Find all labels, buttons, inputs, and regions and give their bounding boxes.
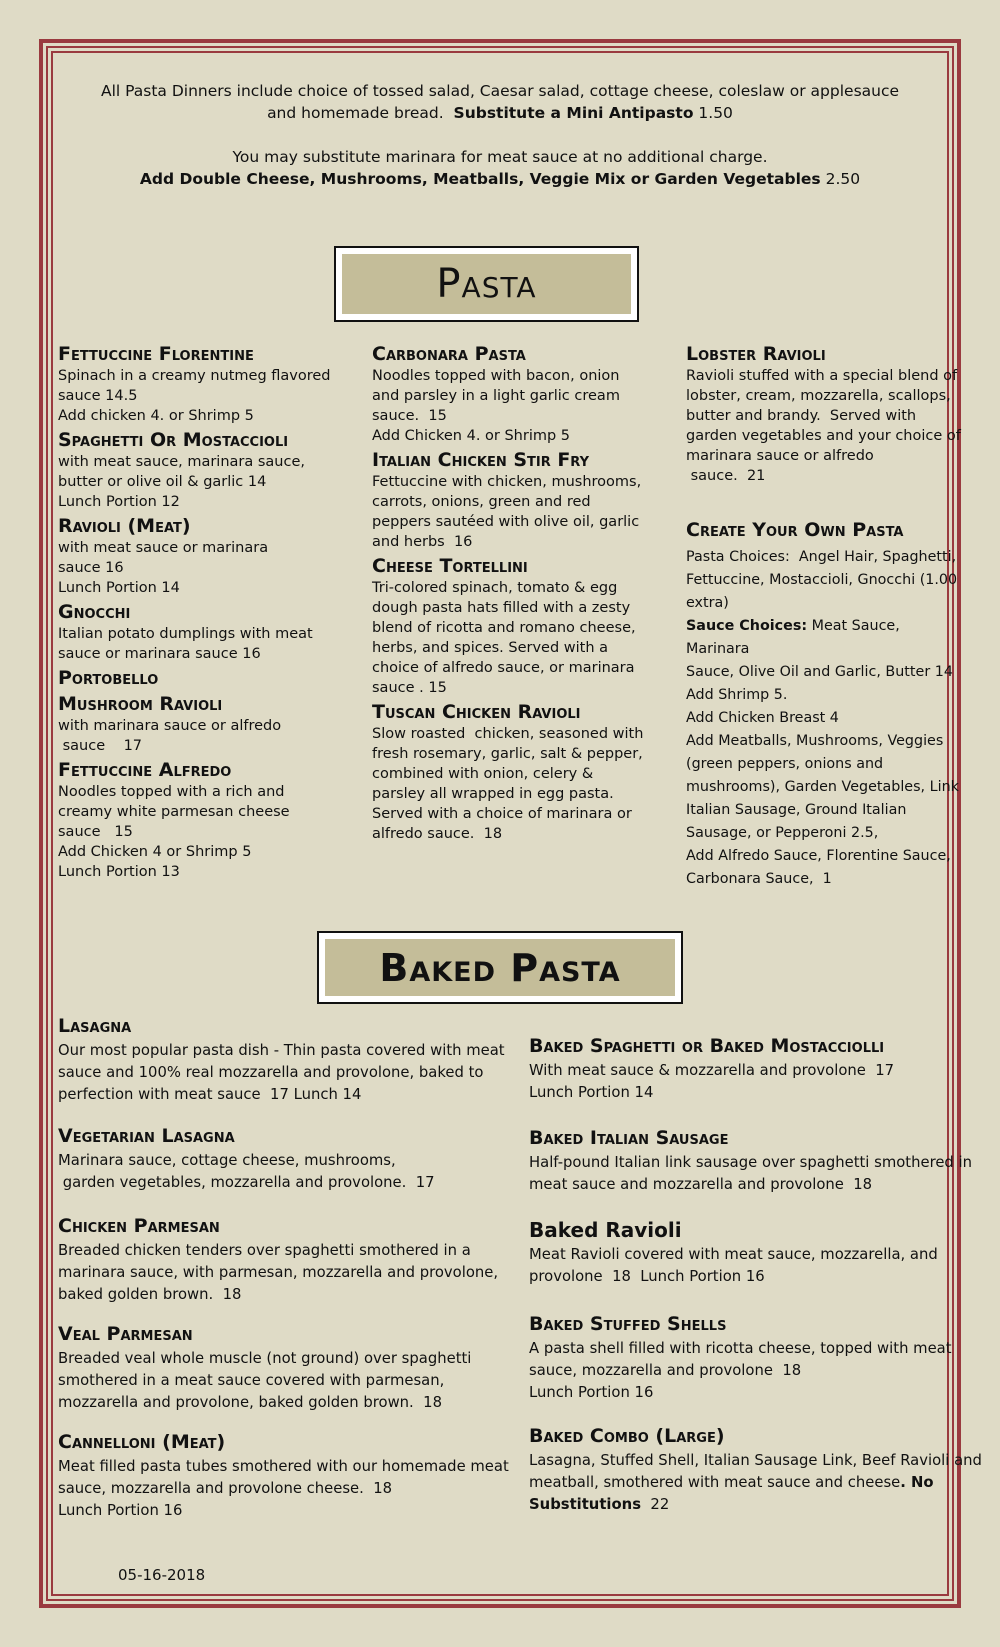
menu-item-description-line: garden vegetables and your choice of [686, 428, 961, 444]
menu-item-description-line: with marinara sauce or alfredo [58, 718, 282, 734]
menu-item-description-line: with meat sauce, marinara sauce, [58, 454, 306, 470]
menu-item [529, 1124, 973, 1196]
menu-item-description-line: Slow roasted chicken, seasoned with [372, 726, 644, 742]
mini-antipasto-note: Substitute a Mini Antipasto [453, 104, 694, 122]
menu-item-title: Cannelloni (Meat) [58, 1431, 226, 1453]
menu-item-description-line: Meat filled pasta tubes smothered with our homemade meat [58, 1458, 509, 1475]
menu-item-description-line: Lunch Portion 14 [58, 580, 180, 596]
menu-item [529, 1032, 949, 1104]
menu-item-description-line: sauce and 100% real mozzarella and provolone, baked to [58, 1064, 484, 1081]
menu-item [529, 1216, 949, 1288]
pasta-section-title: Pasta [436, 261, 537, 307]
menu-item-description-line: peppers sautéed with olive oil, garlic [372, 514, 640, 530]
menu-item-description-line [529, 1472, 949, 1494]
menu-item-title: Lasagna [58, 1015, 132, 1037]
menu-item [58, 428, 348, 512]
menu-item-title: Fettuccine Florentine [58, 343, 254, 365]
menu-item-title: Baked Italian Sausage [529, 1127, 729, 1149]
menu-item-description-line: fresh rosemary, garlic, salt & pepper, [372, 746, 643, 762]
menu-item-description-line: Add Alfredo Sauce, Florentine Sauce, [686, 848, 951, 864]
menu-item-description-line: Meat Ravioli covered with meat sauce, mozzarella, and [529, 1246, 938, 1263]
menu-item [58, 1122, 498, 1194]
menu-item-description-line: Tri-colored spinach, tomato & egg [372, 580, 618, 596]
menu-item-description-line: dough pasta hats filled with a zesty [372, 600, 631, 616]
menu-item-title: Tuscan Chicken Ravioli [372, 701, 581, 723]
menu-item-description-line: Pasta Choices: Angel Hair, Spaghetti, [686, 549, 957, 565]
menu-item-description-line: Sausage, or Pepperoni 2.5, [686, 825, 879, 841]
menu-item-description-line: with meat sauce or marinara [58, 540, 269, 556]
menu-date: 05-16-2018 [118, 1566, 206, 1584]
menu-item-description-line: Add Meatballs, Mushrooms, Veggies [686, 733, 944, 749]
menu-item-description-line: meat sauce and mozzarella and provolone 18 [529, 1176, 873, 1193]
menu-item-description-line: blend of ricotta and romano cheese, [372, 620, 636, 636]
menu-item [58, 600, 348, 664]
menu-item-description-line: extra) [686, 595, 729, 611]
menu-item [372, 700, 642, 844]
pasta-section-header [334, 246, 639, 322]
menu-item-description-line: mushrooms), Garden Vegetables, Link [686, 779, 959, 795]
menu-item-description-line: sauce. 15 [372, 408, 447, 424]
combo-description: meatball, smothered with meat sauce and cheese [529, 1474, 901, 1491]
menu-item [58, 1320, 498, 1414]
menu-item-title: Spaghetti Or Mostaccioli [58, 429, 289, 451]
intro-line-3: You may substitute marinara for meat sauce at no additional charge. [232, 148, 768, 166]
menu-item-description-line [529, 1494, 949, 1516]
menu-item [372, 448, 642, 552]
menu-item-description-line: perfection with meat sauce 17 Lunch 14 [58, 1086, 362, 1103]
menu-item-title: Fettuccine Alfredo [58, 759, 232, 781]
menu-item-description-line: Add Chicken 4 or Shrimp 5 [58, 844, 252, 860]
menu-item-description-line: Add Shrimp 5. [686, 687, 788, 703]
menu-item-description-line: Lunch Portion 14 [529, 1084, 654, 1101]
intro-line-2: and homemade bread. Substitute a Mini Antipasto 1.50 [267, 104, 733, 122]
menu-item-description-line: provolone 18 Lunch Portion 16 [529, 1268, 765, 1285]
menu-item-title: Vegetarian Lasagna [58, 1125, 235, 1147]
menu-item-description-line: creamy white parmesan cheese [58, 804, 290, 820]
menu-item-description-line: choice of alfredo sauce, or marinara [372, 660, 635, 676]
menu-item-title: Lobster Ravioli [686, 343, 826, 365]
menu-item-description-line: sauce 14.5 [58, 388, 138, 404]
pasta-column-2 [372, 340, 642, 844]
pasta-column-3 [686, 340, 961, 891]
menu-item-description-line: Lunch Portion 12 [58, 494, 180, 510]
baked-pasta-section-title: Baked Pasta [379, 945, 621, 990]
menu-item-description-line: Breaded chicken tenders over spaghetti smothered in a [58, 1242, 471, 1259]
menu-item [372, 554, 642, 698]
menu-item-description-line: Add Chicken 4. or Shrimp 5 [372, 428, 571, 444]
menu-item-description-line: marinara sauce, with parmesan, mozzarella and provolone, [58, 1264, 499, 1281]
menu-item-description-line: and herbs 16 [372, 534, 473, 550]
menu-item-title: Baked Ravioli [529, 1218, 682, 1242]
menu-item-description-line: mozzarella and provolone, baked golden brown. 18 [58, 1394, 442, 1411]
menu-item [58, 692, 348, 756]
intro-line-1: All Pasta Dinners include choice of tossed salad, Caesar salad, cottage cheese, coleslaw or applesauce [100, 82, 900, 100]
menu-item-description-line: Italian potato dumplings with meat [58, 626, 313, 642]
menu-item-description-line: garden vegetables, mozzarella and provolone. 17 [58, 1174, 435, 1191]
menu-item [529, 1422, 982, 1516]
menu-item-description-line: Add Chicken Breast 4 [686, 710, 839, 726]
menu-item-description-line: Italian Sausage, Ground Italian [686, 802, 907, 818]
no-substitutions-note: Substitutions [529, 1496, 641, 1513]
menu-item-description-line: combined with onion, celery & [372, 766, 594, 782]
baked-column-left [58, 1010, 509, 1522]
menu-item [58, 758, 348, 882]
menu-item-title: Chicken Parmesan [58, 1215, 220, 1237]
menu-item-title: Carbonara Pasta [372, 343, 526, 365]
menu-item-description-line: Noodles topped with a rich and [58, 784, 285, 800]
menu-item-description-line: sauce, mozzarella and provolone 18 [529, 1362, 802, 1379]
menu-item-title: Baked Combo (Large) [529, 1425, 725, 1447]
menu-item-description-line: sauce 16 [58, 560, 124, 576]
menu-item [529, 1310, 952, 1404]
menu-item-description-line: Half-pound Italian link sausage over spaghetti smothered in [529, 1154, 973, 1171]
menu-item-description-line: Spinach in a creamy nutmeg flavored [58, 368, 331, 384]
menu-item-title: Create Your Own Pasta [686, 519, 904, 541]
menu-item [58, 1212, 498, 1306]
menu-item [58, 1428, 509, 1522]
sauce-choices-line: Sauce Choices: Meat Sauce, Marinara [686, 618, 900, 657]
menu-item-description-line: A pasta shell filled with ricotta cheese, topped with meat [529, 1340, 952, 1357]
menu-item-description-line: sauce . 15 [372, 680, 447, 696]
menu-item-description-line: alfredo sauce. 18 [372, 826, 503, 842]
menu-item-description-line: Lunch Portion 16 [529, 1384, 654, 1401]
no-substitutions-note: . No [900, 1474, 934, 1491]
menu-item-title: Portobello [58, 667, 159, 689]
menu-item-description-line: Carbonara Sauce, 1 [686, 871, 832, 887]
menu-item-description-line: Fettuccine with chicken, mushrooms, [372, 474, 642, 490]
menu-item-title: Baked Spaghetti or Baked Mostacciolli [529, 1035, 885, 1057]
menu-item [372, 342, 642, 446]
menu-item-description-line: Lasagna, Stuffed Shell, Italian Sausage Link, Beef Ravioli and [529, 1452, 982, 1469]
menu-item-description-line: butter and brandy. Served with [686, 408, 917, 424]
menu-item-description-line: Sauce, Olive Oil and Garlic, Butter 14 [686, 664, 953, 680]
baked-column-right [529, 1030, 982, 1516]
create-your-own-pasta-details [686, 546, 959, 891]
menu-item-description-line: Marinara sauce, cottage cheese, mushrooms, [58, 1152, 396, 1169]
menu-item-description-line: Lunch Portion 13 [58, 864, 180, 880]
menu-item-title: Veal Parmesan [58, 1323, 193, 1345]
menu-item-description-line: sauce. 21 [686, 468, 766, 484]
menu-item-title: Ravioli (Meat) [58, 515, 191, 537]
menu-item-description-line: sauce 17 [58, 738, 143, 754]
menu-item [58, 514, 348, 598]
menu-item [58, 666, 348, 690]
menu-item-description-line: sauce 15 [58, 824, 133, 840]
baked-pasta-section-header [317, 931, 683, 1004]
menu-item [58, 1012, 505, 1106]
menu-item-title: Mushroom Ravioli [58, 693, 223, 715]
menu-item-description-line: carrots, onions, green and red [372, 494, 591, 510]
menu-item-title: Baked Stuffed Shells [529, 1313, 727, 1335]
pasta-column-1 [58, 340, 348, 882]
menu-item-description-line: Fettuccine, Mostaccioli, Gnocchi (1.00 [686, 572, 958, 588]
menu-item-description-line: sauce, mozzarella and provolone cheese. 18 [58, 1480, 393, 1497]
menu-item-price: 22 [641, 1496, 670, 1513]
menu-item-description-line: butter or olive oil & garlic 14 [58, 474, 267, 490]
menu-item-description-line: Add chicken 4. or Shrimp 5 [58, 408, 254, 424]
menu-item-title: Gnocchi [58, 601, 131, 623]
menu-item-description-line: (green peppers, onions and [686, 756, 884, 772]
menu-item-description-line: Breaded veal whole muscle (not ground) over spaghetti [58, 1350, 472, 1367]
intro-line-4: Add Double Cheese, Mushrooms, Meatballs, Veggie Mix or Garden Vegetables 2.50 [139, 170, 861, 188]
menu-item-description-line: sauce or marinara sauce 16 [58, 646, 261, 662]
menu-item-description-line: and parsley in a light garlic cream [372, 388, 620, 404]
menu-item-description-line: Noodles topped with bacon, onion [372, 368, 620, 384]
menu-item-title: Italian Chicken Stir Fry [372, 449, 590, 471]
menu-item-description-line: parsley all wrapped in egg pasta. [372, 786, 614, 802]
menu-item [58, 342, 348, 426]
menu-item-description-line: baked golden brown. 18 [58, 1286, 242, 1303]
menu-item-description-line: Ravioli stuffed with a special blend of [686, 368, 958, 384]
menu-item-description-line: lobster, cream, mozzarella, scallops, [686, 388, 951, 404]
menu-item-description-line: smothered in a meat sauce covered with parmesan, [58, 1372, 445, 1389]
menu-item-description-line: herbs, and spices. Served with a [372, 640, 609, 656]
menu-item-description-line: Lunch Portion 16 [58, 1502, 183, 1519]
menu-item-description-line: marinara sauce or alfredo [686, 448, 874, 464]
menu-item-description-line: Our most popular pasta dish - Thin pasta covered with meat [58, 1042, 505, 1059]
menu-item-description-line: With meat sauce & mozzarella and provolone 17 [529, 1062, 895, 1079]
menu-item-title: Cheese Tortellini [372, 555, 528, 577]
menu-item-description-line: Served with a choice of marinara or [372, 806, 632, 822]
